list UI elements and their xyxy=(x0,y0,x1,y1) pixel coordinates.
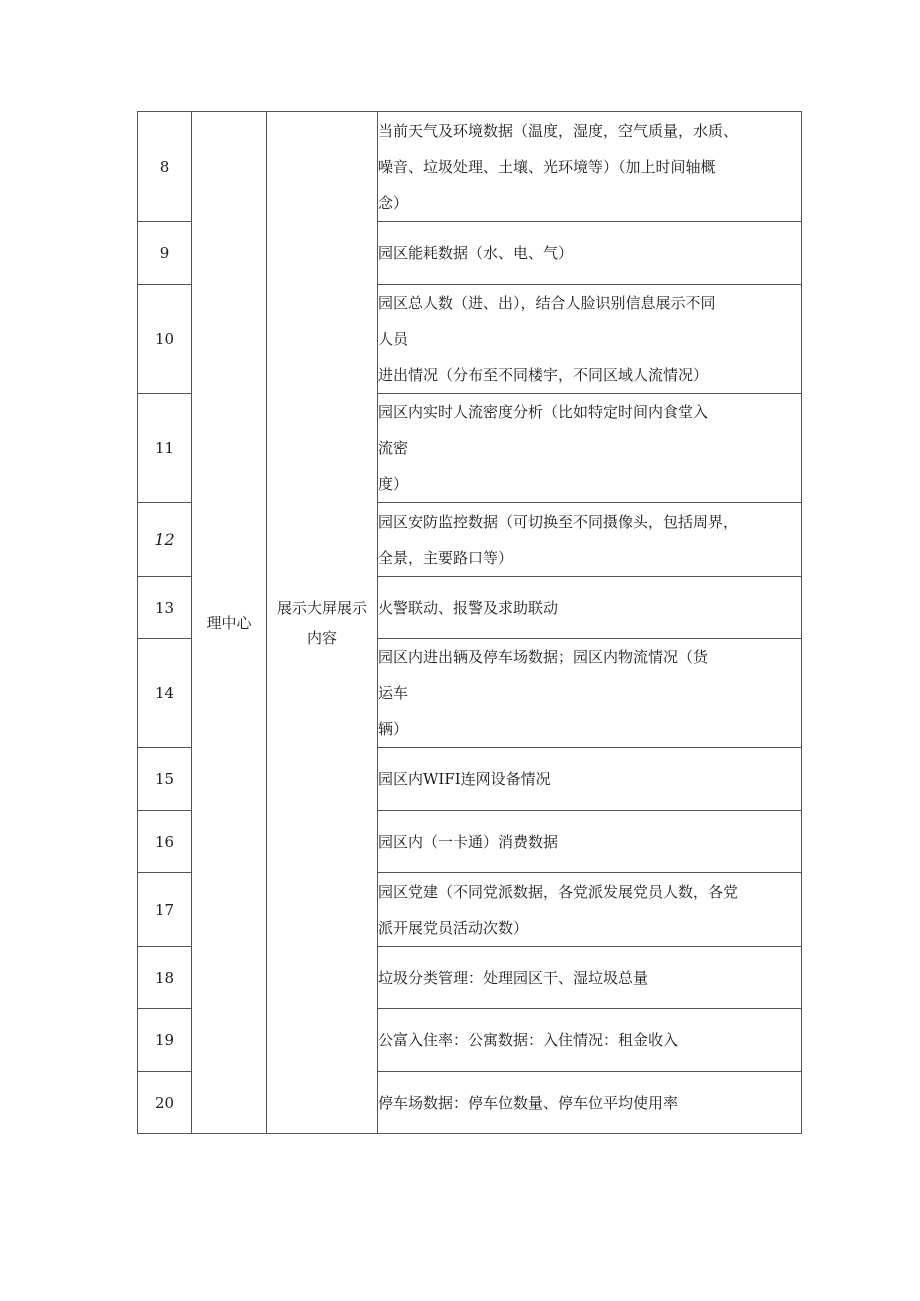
description-line: 流密 xyxy=(378,439,409,457)
module-label: 展示大屏展示内容 xyxy=(276,598,367,647)
description-line: 当前天气及环境数据（温度，湿度，空气质量，水质、 xyxy=(378,121,739,140)
description-line: 园区党建（不同党派数据，各党派发展党员人数，各党 xyxy=(378,882,739,901)
description-line: 运车 xyxy=(378,684,409,702)
center-name-cell: 理中心 xyxy=(192,112,267,1134)
description-line: 派开展党员活动次数） xyxy=(378,918,529,937)
description-line: 垃圾分类管理：处理园区干、湿垃圾总量 xyxy=(378,968,649,987)
row-number: 12 xyxy=(138,503,192,577)
description-line: 噪音、垃圾处理、土壤、光环境等）（加上时间轴概 xyxy=(378,157,716,176)
row-number: 20 xyxy=(138,1072,192,1134)
description-line: 念） xyxy=(378,193,409,212)
row-number: 8 xyxy=(138,112,192,222)
description-cell xyxy=(378,1072,802,1134)
description-cell xyxy=(378,394,802,503)
description-line: 进出情况（分布至不同楼宇，不同区域人流情况） xyxy=(378,366,709,384)
description-cell xyxy=(378,748,802,811)
description-line: 园区安防监控数据（可切换至不同摄像头，包括周界， xyxy=(378,512,739,531)
description-cell xyxy=(378,1009,802,1072)
row-number: 18 xyxy=(138,947,192,1009)
row-number: 9 xyxy=(138,222,192,285)
table-row xyxy=(138,112,802,222)
description-cell xyxy=(378,577,802,639)
description-cell xyxy=(378,112,802,222)
row-number: 11 xyxy=(138,394,192,503)
row-number: 15 xyxy=(138,748,192,811)
description-cell xyxy=(378,285,802,394)
module-cell xyxy=(267,112,378,1134)
description-cell xyxy=(378,873,802,947)
description-line: 园区总人数（进、出），结合人脸识别信息展示不同 xyxy=(378,294,716,312)
description-line: 园区能耗数据（水、电、气） xyxy=(378,244,574,262)
description-line: 园区内实时人流密度分析（比如特定时间内食堂入 xyxy=(378,403,709,421)
row-number: 17 xyxy=(138,873,192,947)
requirements-table xyxy=(137,111,802,1134)
description-cell xyxy=(378,222,802,285)
description-cell xyxy=(378,503,802,577)
description-line: 园区内进出辆及停车场数据；园区内物流情况（货 xyxy=(378,648,709,666)
description-cell xyxy=(378,811,802,873)
description-line: 辆） xyxy=(378,720,409,738)
description-line: 火警联动、报警及求助联动 xyxy=(378,598,559,617)
description-line: 度） xyxy=(378,475,409,493)
row-number: 16 xyxy=(138,811,192,873)
description-line: 园区内（一卡通）消费数据 xyxy=(378,832,559,851)
description-cell xyxy=(378,639,802,748)
row-number: 10 xyxy=(138,285,192,394)
description-line: 园区内WIFI连网设备情况 xyxy=(378,770,551,788)
row-number: 14 xyxy=(138,639,192,748)
description-line: 公富入住率：公寓数据：入住情况：租金收入 xyxy=(378,1031,679,1049)
description-line: 人员 xyxy=(378,330,409,348)
row-number: 13 xyxy=(138,577,192,639)
description-line: 停车场数据：停车位数量、停车位平均使用率 xyxy=(378,1093,679,1112)
row-number: 19 xyxy=(138,1009,192,1072)
description-line: 全景，主要路口等） xyxy=(378,548,514,567)
description-cell xyxy=(378,947,802,1009)
